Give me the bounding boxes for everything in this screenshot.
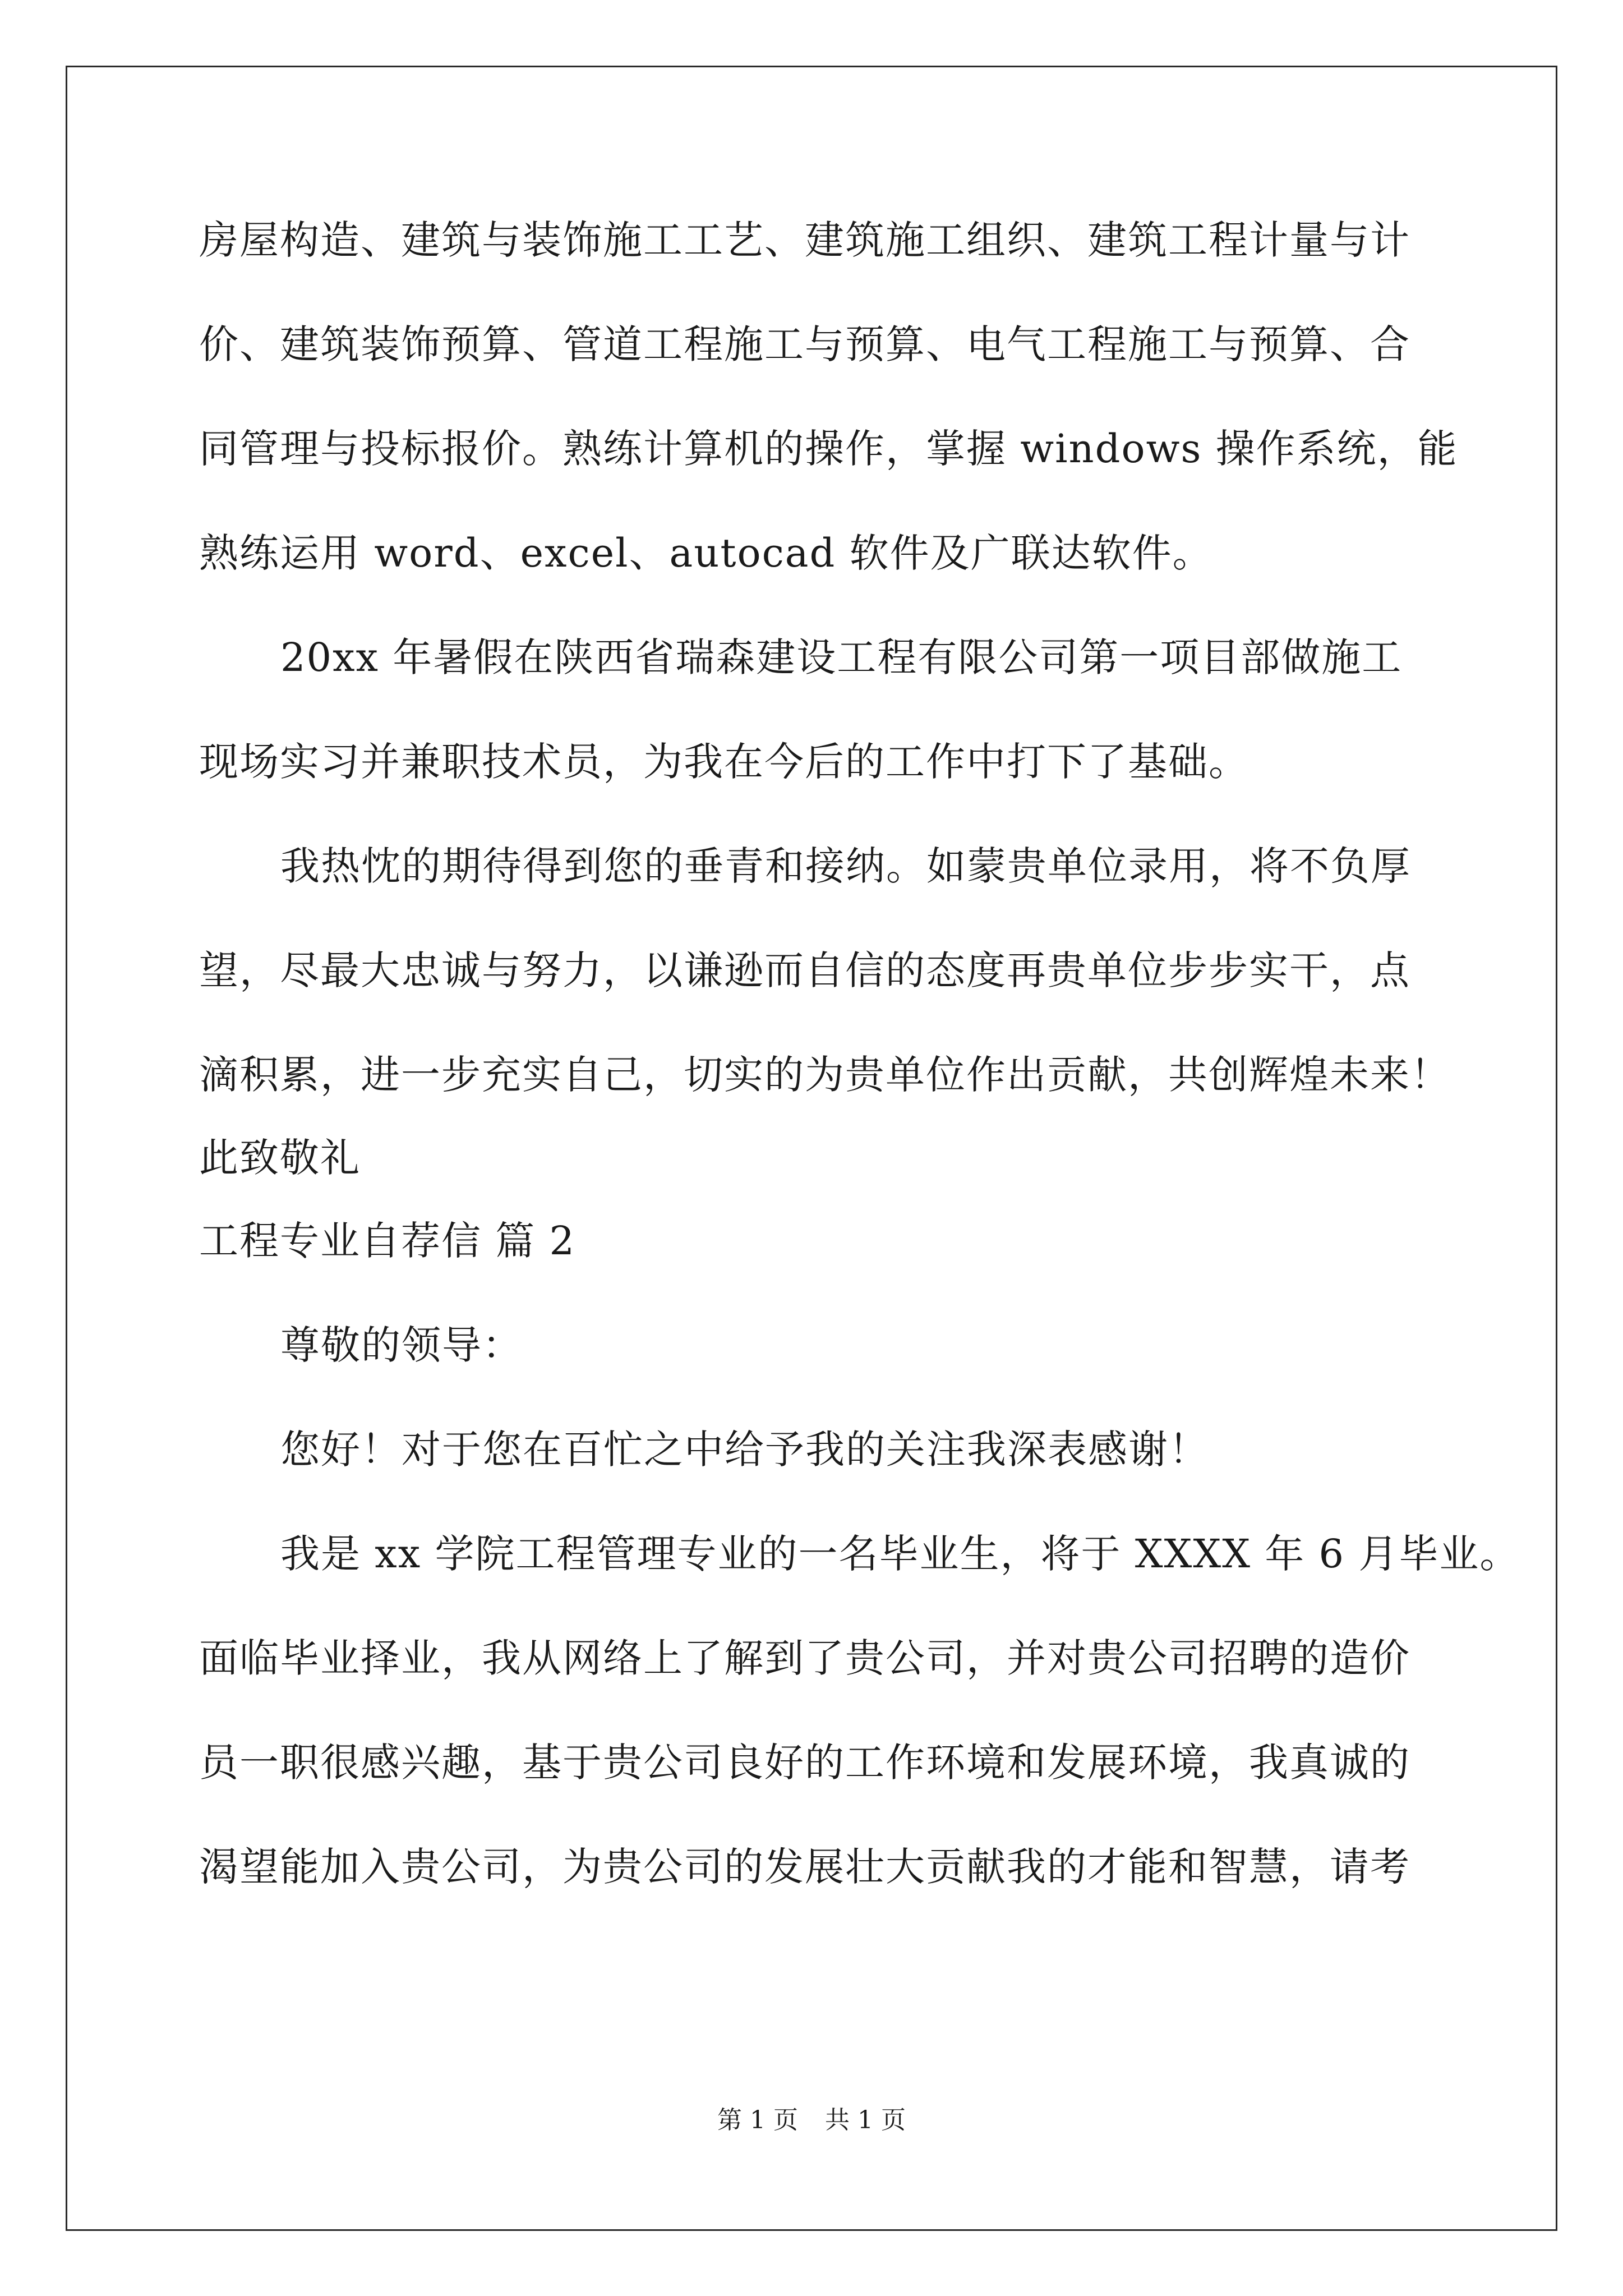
text-line: 20xx 年暑假在陕西省瑞森建设工程有限公司第一项目部做施工	[280, 634, 1403, 680]
document-body	[199, 213, 1520, 1894]
text-line: 价、建筑装饰预算、管道工程施工与预算、电气工程施工与预算、合	[199, 321, 1410, 367]
text-line: 现场实习并兼职技术员，为我在今后的工作中打下了基础。	[199, 739, 1249, 785]
text-line: 您好！对于您在百忙之中给予我的关注我深表感谢！	[280, 1427, 1209, 1473]
text-line: 我热忱的期待得到您的垂青和接纳。如蒙贵单位录用，将不负厚	[280, 843, 1411, 889]
text-line: 员一职很感兴趣，基于贵公司良好的工作环境和发展环境，我真诚的	[199, 1740, 1410, 1786]
page-number: 第 1 页	[717, 2106, 798, 2134]
text-line: 房屋构造、建筑与装饰施工工艺、建筑施工组织、建筑工程计量与计	[199, 217, 1410, 263]
text-line: 熟练运用 word、excel、autocad 软件及广联达软件。	[199, 530, 1213, 576]
section-heading: 工程专业自荐信 篇 2	[199, 1218, 576, 1264]
text-line: 渴望能加入贵公司，为贵公司的发展壮大贡献我的才能和智慧，请考	[199, 1844, 1410, 1890]
text-line: 面临毕业择业，我从网络上了解到了贵公司，并对贵公司招聘的造价	[199, 1635, 1410, 1681]
text-line: 望，尽最大忠诚与努力，以谦逊而自信的态度再贵单位步步实干，点	[199, 947, 1410, 993]
closing-line: 此致敬礼	[199, 1135, 361, 1181]
page-footer	[0, 2105, 1623, 2136]
text-line: 同管理与投标报价。熟练计算机的操作，掌握 windows 操作系统，能	[199, 426, 1458, 472]
salutation: 尊敬的领导：	[280, 1322, 523, 1368]
text-line: 我是 xx 学院工程管理专业的一名毕业生，将于 XXXX 年 6 月毕业。	[280, 1531, 1520, 1577]
text-line: 滴积累，进一步充实自己，切实的为贵单位作出贡献，共创辉煌未来！	[199, 1052, 1451, 1098]
page-total: 共 1 页	[825, 2106, 906, 2134]
